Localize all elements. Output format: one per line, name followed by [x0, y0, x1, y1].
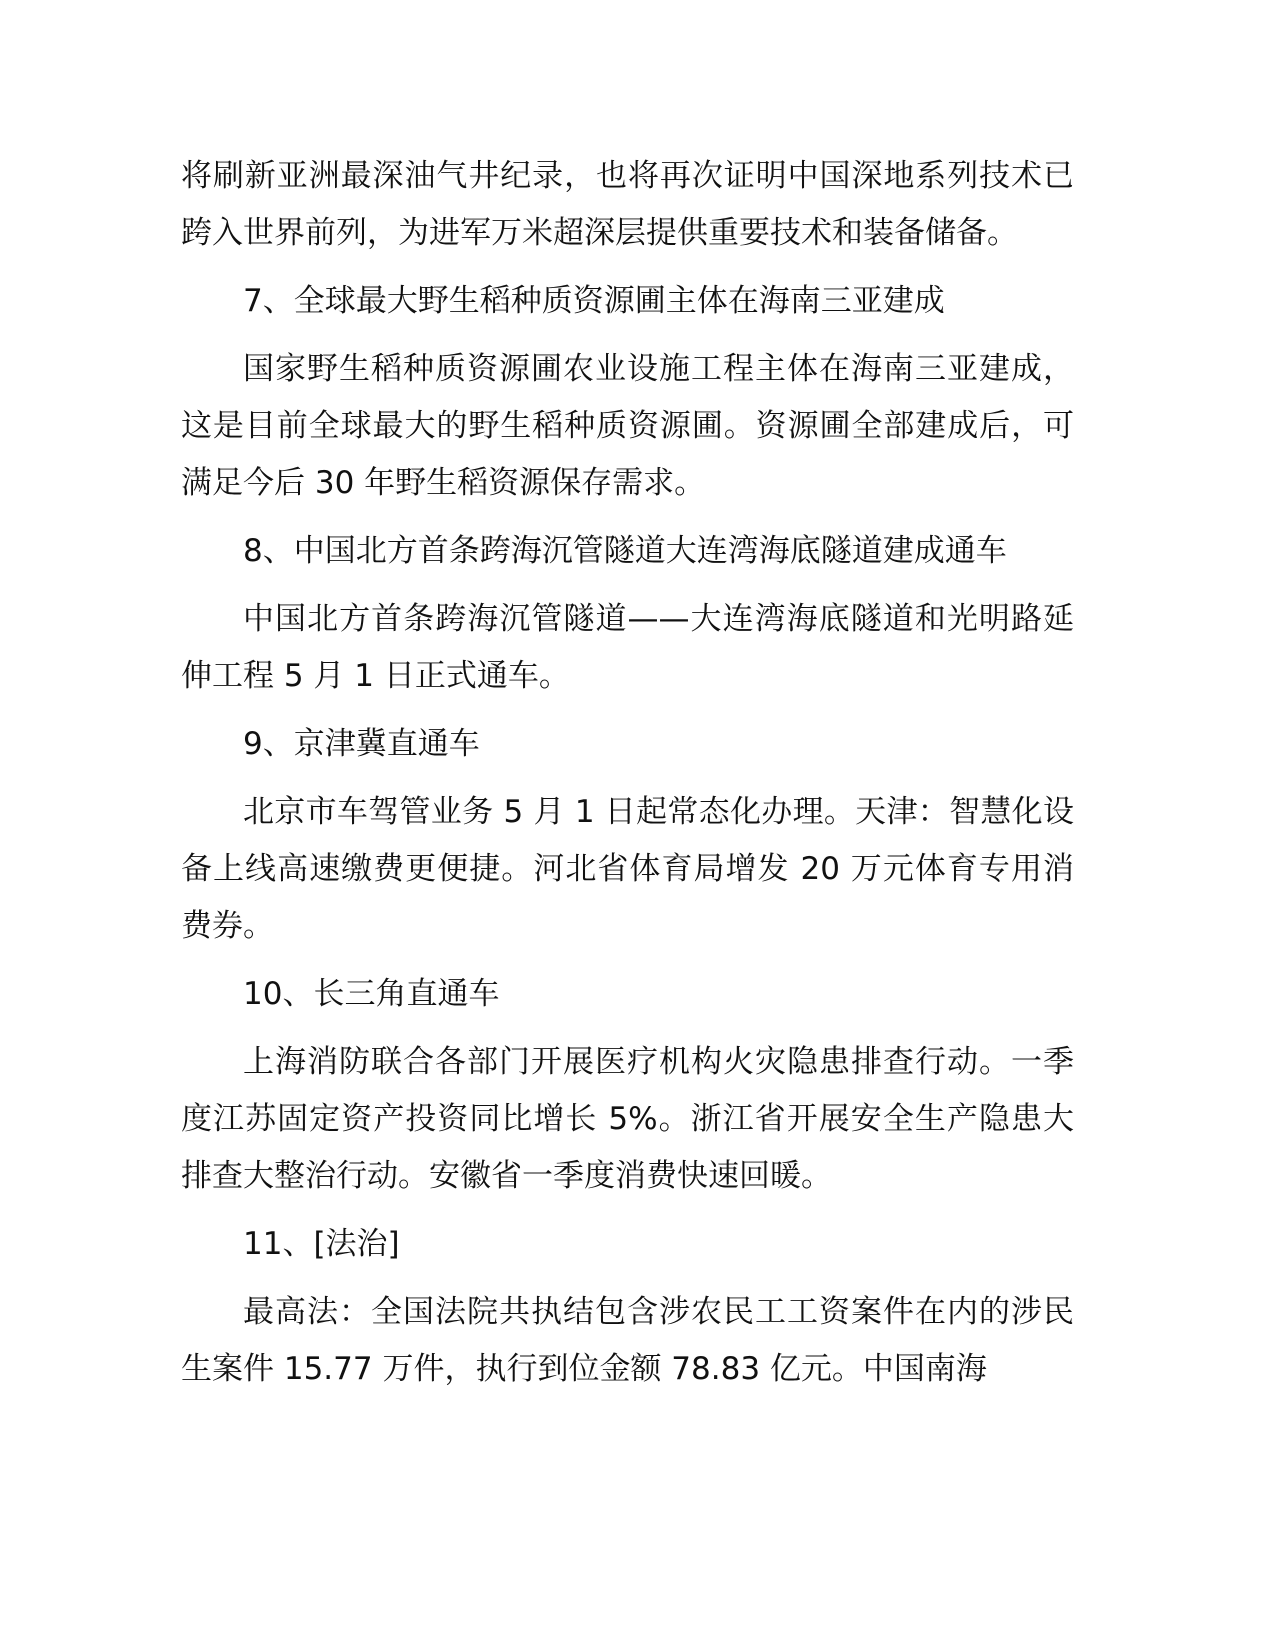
paragraph-continuation: 将刷新亚洲最深油气井纪录，也将再次证明中国深地系列技术已跨入世界前列，为进军万米超深层提供重要技术和装备储备。	[181, 158, 1074, 251]
paragraph-section-9: 北京市车驾管业务 5 月 1 日起常态化办理。天津：智慧化设备上线高速缴费更便捷。河北省体育局增发 20 万元体育专用消费券。	[181, 794, 1074, 944]
paragraph-section-7: 国家野生稻种质资源圃农业设施工程主体在海南三亚建成，这是目前全球最大的野生稻种质资源圃。资源圃全部建成后，可满足今后 30 年野生稻资源保存需求。	[181, 351, 1074, 501]
section-heading-10: 10、长三角直通车	[243, 976, 500, 1012]
section-heading-7: 7、全球最大野生稻种质资源圃主体在海南三亚建成	[243, 283, 945, 319]
section-heading-8: 8、中国北方首条跨海沉管隧道大连湾海底隧道建成通车	[243, 533, 1007, 569]
paragraph-section-8: 中国北方首条跨海沉管隧道——大连湾海底隧道和光明路延伸工程 5 月 1 日正式通车。	[181, 601, 1074, 694]
paragraph-section-10: 上海消防联合各部门开展医疗机构火灾隐患排查行动。一季度江苏固定资产投资同比增长 5%。浙江省开展安全生产隐患大排查大整治行动。安徽省一季度消费快速回暖。	[181, 1044, 1074, 1194]
document-body	[181, 148, 1074, 1409]
section-heading-11: 11、[法治]	[243, 1226, 400, 1262]
paragraph-section-11: 最高法：全国法院共执结包含涉农民工工资案件在内的涉民生案件 15.77 万件，执行到位金额 78.83 亿元。中国南海	[181, 1294, 1074, 1387]
section-heading-9: 9、京津冀直通车	[243, 726, 480, 762]
